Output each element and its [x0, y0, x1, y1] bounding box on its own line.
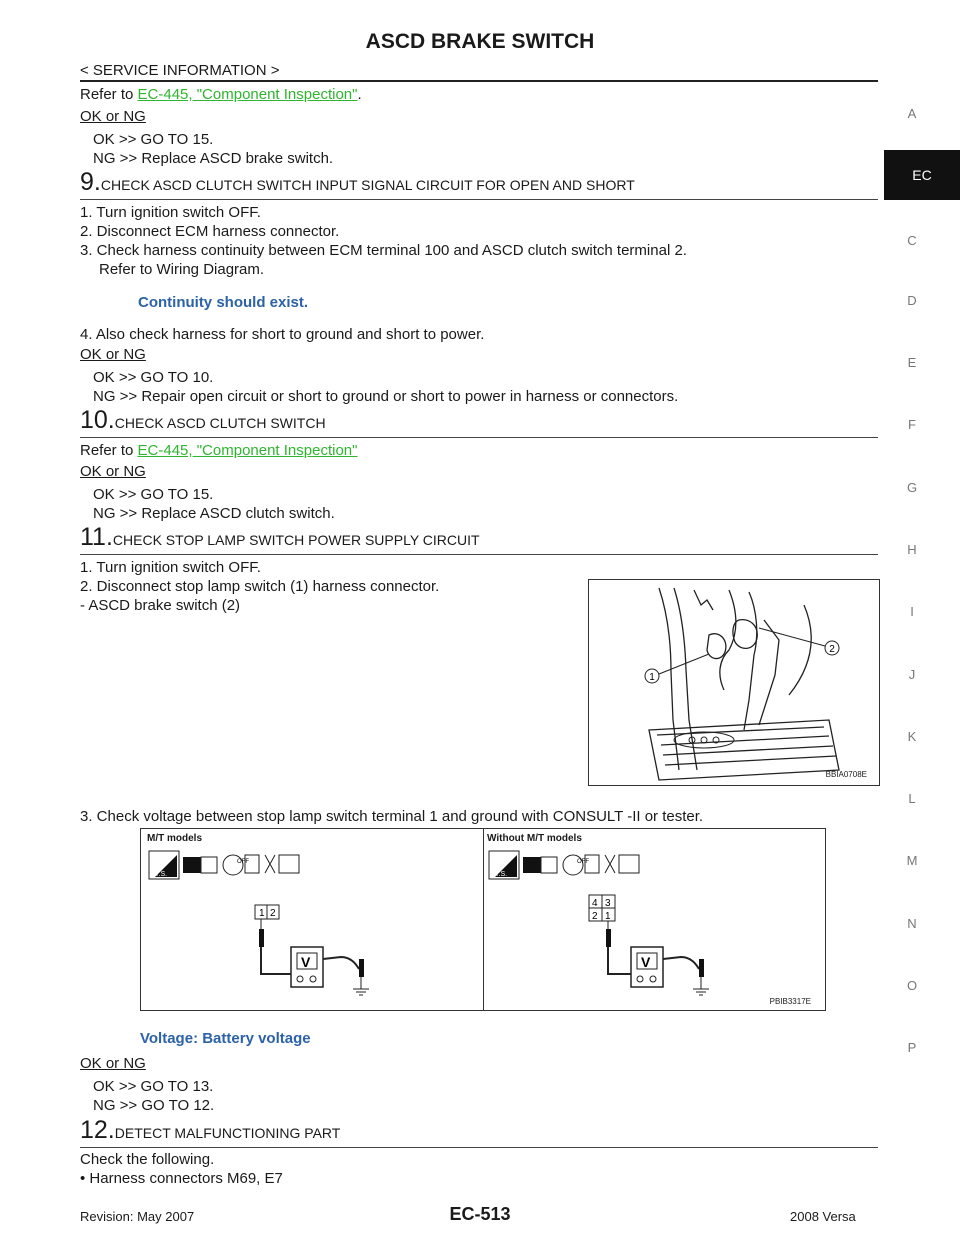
step-number: 9. [80, 168, 101, 196]
leader-line-1 [659, 654, 709, 674]
callout-2-label: 2 [829, 644, 835, 655]
pin-label: 3 [605, 898, 611, 909]
step-11-heading [80, 523, 480, 552]
without-mt-models-label: Without M/T models [487, 833, 582, 844]
ok-or-ng-label: OK or NG [80, 1055, 146, 1072]
voltmeter-label-left: V [301, 954, 311, 970]
continuity-spec: Continuity should exist. [138, 294, 309, 311]
sidebar-item-j[interactable]: J [908, 667, 916, 682]
component-inspection-link-1[interactable]: EC-445, "Component Inspection" [137, 86, 358, 103]
step-rule [80, 1147, 878, 1148]
leader-line-2 [759, 628, 825, 646]
ok-or-ng-label: OK or NG [80, 463, 146, 480]
sidebar-item-n[interactable]: N [907, 916, 917, 931]
ng-result [93, 150, 333, 167]
step-11-line-2b: - ASCD brake switch (2) [80, 597, 241, 614]
ok-result: OK >> GO TO 15. [93, 486, 214, 503]
sidebar-item-p[interactable]: P [907, 1040, 917, 1055]
mt-models-label: M/T models [147, 833, 203, 844]
step-number: 10. [80, 406, 115, 434]
step-rule [80, 554, 878, 555]
left-icons [149, 851, 299, 879]
voltage-diagram [141, 829, 825, 1010]
step-9-line-1: 1. Turn ignition switch OFF. [80, 204, 261, 221]
step-10-heading [80, 406, 326, 435]
ts-label-right: T.S. [495, 871, 508, 878]
ng-result: NG >> Repair open circuit or short to ground or short to power in harness or connectors. [93, 388, 679, 405]
step-9-line-3: 3. Check harness continuity between ECM terminal 100 and ASCD clutch switch terminal 2. [80, 242, 687, 259]
ng-result-text: NG >> Replace ASCD brake switch. [93, 150, 334, 167]
sidebar-item-g[interactable]: G [906, 480, 918, 495]
step-rule [80, 199, 878, 200]
refer-line-2: Refer to EC-445, "Component Inspection" [80, 442, 358, 459]
step-11-line-2: 2. Disconnect stop lamp switch (1) harness connector. [80, 578, 440, 595]
step-9-heading [80, 168, 635, 197]
ng-result: NG >> Replace ASCD clutch switch. [93, 505, 335, 522]
sidebar-item-h[interactable]: H [907, 542, 917, 557]
revision-date: Revision: May 2007 [80, 1209, 195, 1224]
step-title: CHECK ASCD CLUTCH SWITCH [114, 415, 326, 431]
voltage-check-figure [140, 828, 826, 1011]
sidebar-item-e[interactable]: E [907, 355, 917, 370]
ts-label-left: T.S. [155, 871, 168, 878]
step-number: 12. [80, 1116, 115, 1144]
sidebar-item-l[interactable]: L [908, 791, 916, 806]
step-9-line-4: 4. Also check harness for short to ground and short to power. [80, 326, 485, 343]
figure-code: PBIB3317E [769, 997, 811, 1006]
sidebar-item-c[interactable]: C [907, 233, 917, 248]
model-year: 2008 Versa [790, 1209, 856, 1224]
ok-or-ng-label: OK or NG [80, 108, 146, 125]
step-11-line-3: 3. Check voltage between stop lamp switch terminal 1 and ground with CONSULT -II or tester. [80, 808, 704, 825]
step-12-line-1: Check the following. [80, 1151, 215, 1168]
figure-code: BBIA0708E [825, 770, 867, 779]
pin-label: 1 [605, 911, 611, 922]
sidebar-item-f[interactable]: F [908, 417, 916, 432]
refer-line-1: Refer to EC-445, "Component Inspection". [80, 86, 362, 103]
callout-1-label: 1 [649, 672, 655, 683]
ok-result [93, 131, 213, 148]
sidebar-item-ec-active[interactable]: EC [884, 150, 960, 200]
off-label-right: OFF [577, 859, 589, 865]
ng-result: NG >> GO TO 12. [93, 1097, 215, 1114]
step-title: CHECK ASCD CLUTCH SWITCH INPUT SIGNAL CIRCUIT FOR OPEN AND SHORT [100, 177, 635, 193]
step-12-heading [80, 1116, 340, 1145]
ok-result: OK >> GO TO 13. [93, 1078, 214, 1095]
step-11-line-1: 1. Turn ignition switch OFF. [80, 559, 261, 576]
step-rule [80, 437, 878, 438]
step-title: CHECK STOP LAMP SWITCH POWER SUPPLY CIRCUIT [112, 532, 480, 548]
sidebar-item-k[interactable]: K [907, 729, 917, 744]
section-label: < SERVICE INFORMATION > [80, 62, 280, 79]
brake-pedal-figure [588, 579, 880, 786]
step-title: DETECT MALFUNCTIONING PART [114, 1125, 341, 1141]
pin-label: 2 [592, 911, 598, 922]
voltage-spec: Voltage: Battery voltage [140, 1030, 311, 1047]
ok-result: OK >> GO TO 10. [93, 369, 214, 386]
step-9-line-3b: Refer to Wiring Diagram. [99, 261, 265, 278]
component-inspection-link-2[interactable]: EC-445, "Component Inspection" [137, 442, 358, 459]
voltmeter-label-right: V [641, 954, 651, 970]
step-number: 11. [80, 523, 113, 551]
pin-label: 2 [270, 908, 276, 919]
sidebar-item-a[interactable]: A [907, 106, 917, 121]
pin-label: 1 [259, 908, 265, 919]
ok-or-ng-label: OK or NG [80, 346, 146, 363]
step-9-line-2: 2. Disconnect ECM harness connector. [80, 223, 340, 240]
page-number: EC-513 [449, 1204, 511, 1224]
page-title: ASCD BRAKE SWITCH [365, 30, 595, 53]
sidebar-item-d[interactable]: D [907, 293, 917, 308]
sidebar-item-m[interactable]: M [906, 853, 918, 868]
off-label-left: OFF [237, 859, 249, 865]
ok-result-text: OK >> GO TO 15. [93, 131, 214, 148]
brake-pedal-illustration [589, 580, 879, 785]
pin-label: 4 [592, 898, 598, 909]
step-12-line-2: • Harness connectors M69, E7 [80, 1170, 283, 1187]
header-rule [80, 80, 878, 82]
sidebar-item-i[interactable]: I [910, 604, 914, 619]
sidebar-item-o[interactable]: O [906, 978, 918, 993]
